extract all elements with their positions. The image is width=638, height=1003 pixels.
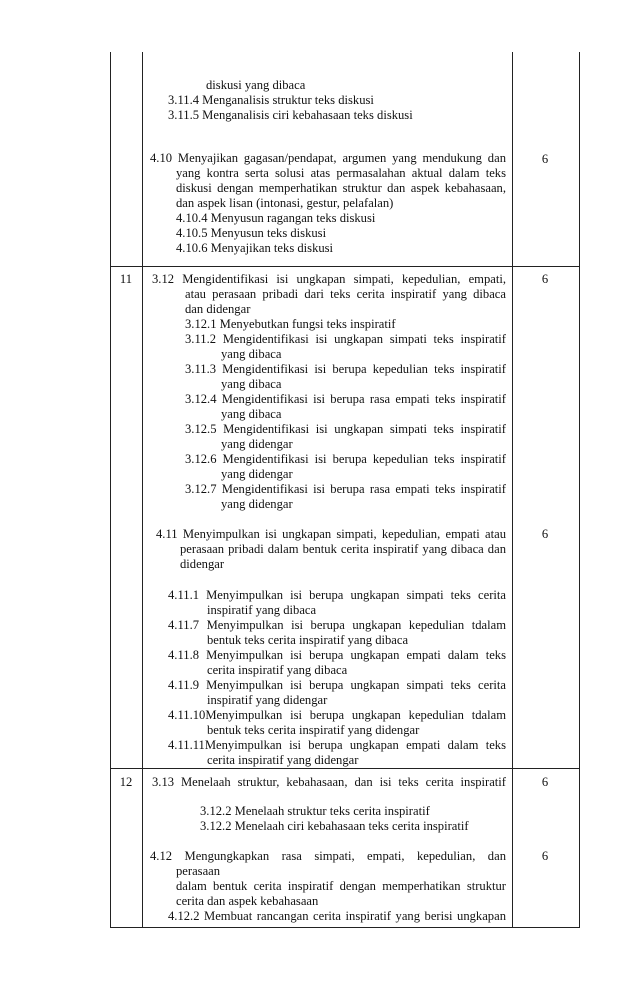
list-item: 3.12.2 Menelaah ciri kebahasaan teks cerita inspiratif [200,819,469,833]
list-item: yang dibaca [221,347,282,361]
list-item: 3.12.1 Menyebutkan fungsi teks inspiratif [185,317,396,331]
score-value: 6 [541,775,549,789]
list-item: 4.11.8 Menyimpulkan isi berupa ungkapan empati dalam teks [168,648,506,662]
list-item: 3.12.5 Mengidentifikasi isi ungkapan simpati teks inspiratif [185,422,506,436]
row-divider-12 [110,768,580,769]
list-item: cerita inspiratif yang dibaca [207,663,348,677]
list-item: 3.12.4 Mengidentifikasi isi berupa rasa empati teks inspiratif [185,392,506,406]
list-item: 3.11.2 Mengidentifikasi isi ungkapan simpati teks inspiratif [185,332,506,346]
list-item: yang didengar [221,437,293,451]
list-item: 4.11.1 Menyimpulkan isi berupa ungkapan simpati teks cerita [168,588,506,602]
list-item: 3.13 Menelaah struktur, kebahasaan, dan isi teks cerita inspiratif [152,775,506,789]
list-item: yang kontra serta solusi atas permasalahan aktual dalam teks [176,166,506,180]
list-item: 4.10.6 Menyajikan teks diskusi [176,241,334,255]
score-value: 6 [541,152,549,166]
competency-table [110,52,580,928]
row-divider-11 [110,266,580,267]
list-item: yang dibaca [221,377,282,391]
list-item: 4.12.2 Membuat rancangan cerita inspiratif yang berisi ungkapan [168,909,506,923]
list-item: 3.12.7 Mengidentifikasi isi berupa rasa empati teks inspiratif [185,482,506,496]
list-item: bentuk teks cerita inspiratif yang dibaca [207,633,409,647]
list-item: atau perasaan pribadi dari teks cerita inspiratif yang dibaca [185,287,506,301]
list-item: dan didengar [185,302,251,316]
table-border-left [110,52,111,928]
list-item: 4.11.7 Menyimpulkan isi berupa ungkapan kepedulian tdalam [168,618,506,632]
list-item: 3.11.4 Menganalisis struktur teks diskusi [168,93,374,107]
list-item: 4.12 Mengungkapkan rasa simpati, empati, kepedulian, dan [150,849,506,863]
list-item: bentuk teks cerita inspiratif yang didengar [207,723,420,737]
table-border-number-col [142,52,143,928]
table-border-score-col [512,52,513,928]
list-item: 4.10.5 Menyusun teks diskusi [176,226,327,240]
row-number: 11 [119,272,133,286]
score-value: 6 [541,527,549,541]
list-item: cerita inspiratif yang didengar [207,753,359,767]
list-item: 4.10.4 Menyusun ragangan teks diskusi [176,211,376,225]
list-item: 4.11.9 Menyimpulkan isi berupa ungkapan simpati teks cerita [168,678,506,692]
list-item: 3.11.5 Menganalisis ciri kebahasaan teks diskusi [168,108,413,122]
list-item: inspiratif yang didengar [207,693,328,707]
list-item: 3.11.3 Mengidentifikasi isi berupa kepedulian teks inspiratif [185,362,506,376]
list-item: 3.12.2 Menelaah struktur teks cerita inspiratif [200,804,430,818]
list-item: dan aspek lisan (intonasi, gestur, pelafalan) [176,196,394,210]
list-item: 3.12.6 Mengidentifikasi isi berupa kepedulian teks inspiratif [185,452,506,466]
table-border-bottom [110,927,580,928]
list-item: 4.11 Menyimpulkan isi ungkapan simpati, kepedulian, empati atau [156,527,506,541]
list-item: 3.12 Mengidentifikasi isi ungkapan simpati, kepedulian, empati, [152,272,506,286]
list-item: perasaan [176,864,221,878]
list-item: diskusi dengan memperhatikan struktur dan aspek kebahasaan, [176,181,506,195]
list-item: didengar [180,557,225,571]
list-item: yang didengar [221,497,293,511]
score-value: 6 [541,849,549,863]
list-item: cerita dan aspek kebahasaan [176,894,319,908]
score-value: 6 [541,272,549,286]
list-item: yang didengar [221,467,293,481]
list-item: inspiratif yang dibaca [207,603,317,617]
row-number: 12 [119,775,133,789]
table-border-right [579,52,580,928]
list-item: yang dibaca [221,407,282,421]
list-item: 4.10 Menyajikan gagasan/pendapat, argumen yang mendukung dan [150,151,506,165]
list-item: perasaan pribadi dalam bentuk cerita inspiratif yang dibaca dan [180,542,506,556]
list-item: diskusi yang dibaca [206,78,306,92]
list-item: 4.11.10Menyimpulkan isi berupa ungkapan kepedulian tdalam [168,708,506,722]
list-item: 4.11.11Menyimpulkan isi berupa ungkapan empati dalam teks [168,738,506,752]
list-item: dalam bentuk cerita inspiratif dengan memperhatikan struktur [176,879,506,893]
